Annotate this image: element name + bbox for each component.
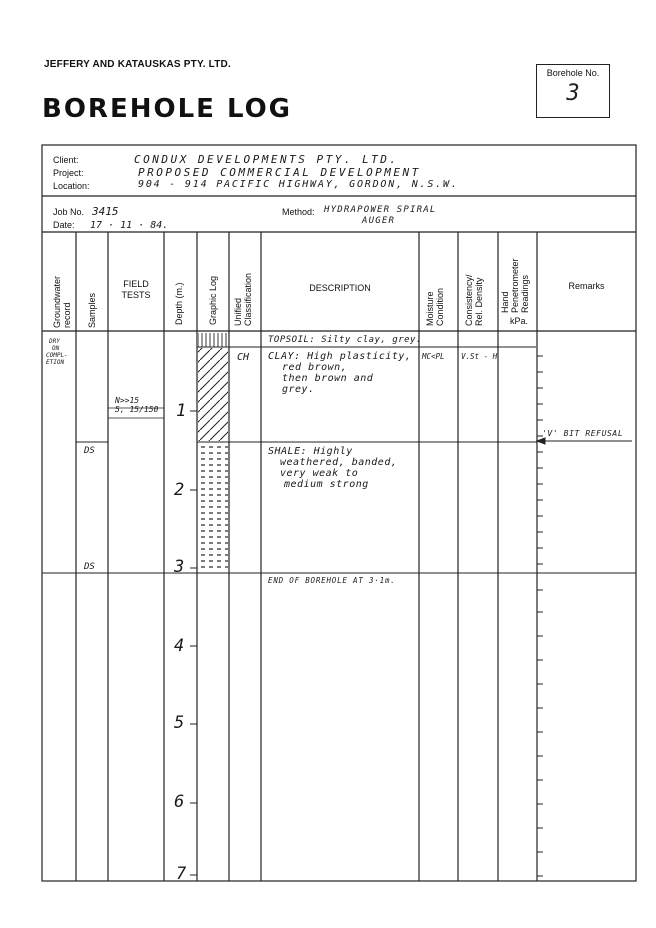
consistency-value: V.St - H xyxy=(461,352,498,361)
penetrometer-header-line2: Penetrometer xyxy=(510,258,520,313)
clay-line3: then brown and xyxy=(282,373,374,384)
job-number-value: 3415 xyxy=(92,205,119,218)
date-label: Date: xyxy=(53,220,75,230)
borehole-number-value: 3 xyxy=(566,81,580,106)
depth-label-5: 5 xyxy=(174,713,185,733)
consistency-header-line2: Rel. Density xyxy=(474,277,484,326)
penetrometer-header xyxy=(500,258,530,313)
depth-label-6: 6 xyxy=(174,792,185,812)
groundwater-note xyxy=(46,338,68,366)
field-tests-header-line2: TESTS xyxy=(121,290,151,300)
end-of-borehole-note: END OF BOREHOLE AT 3·1m. xyxy=(268,576,396,585)
topsoil-description: TOPSOIL: Silty clay, grey. xyxy=(268,335,422,345)
field-tests-header xyxy=(108,279,164,301)
groundwater-note-line4: ETION xyxy=(46,359,65,366)
depth-label-3: 3 xyxy=(174,557,185,577)
depth-label-4: 4 xyxy=(174,636,185,656)
location-value: 904 - 914 PACIFIC HIGHWAY, GORDON, N.S.W. xyxy=(138,179,459,190)
sample-ds-1: DS xyxy=(84,446,95,456)
depth-label-7: 7 xyxy=(176,864,187,884)
unified-classification-header xyxy=(233,273,253,326)
moisture-condition-header xyxy=(425,288,445,326)
job-number-label: Job No. xyxy=(53,207,85,217)
method-value-line1: HYDRAPOWER SPIRAL xyxy=(324,205,437,215)
shale-line1: SHALE: Highly xyxy=(268,446,353,457)
groundwater-header-line2: record xyxy=(62,302,72,328)
clay-line1: CLAY: High plasticity, xyxy=(268,351,412,362)
location-label: Location: xyxy=(53,181,90,191)
unified-class-ch: CH xyxy=(237,352,250,363)
consistency-header xyxy=(464,274,484,326)
method-value-line2: AUGER xyxy=(362,216,396,226)
description-header: DESCRIPTION xyxy=(309,283,371,293)
client-label: Client: xyxy=(53,155,79,165)
page-title: BOREHOLE LOG xyxy=(42,94,293,124)
depth-header: Depth (m.) xyxy=(174,282,184,325)
field-tests-header-line1: FIELD xyxy=(123,279,149,289)
unified-header-line1: Unified xyxy=(233,297,243,326)
clay-line2: red brown, xyxy=(282,362,348,373)
shale-description xyxy=(268,446,397,490)
clay-description xyxy=(268,351,411,395)
consistency-header-line1: Consistency/ xyxy=(464,274,474,326)
moisture-header-line2: Condition xyxy=(435,287,445,326)
field-test-result xyxy=(115,396,158,414)
shale-line4: medium strong xyxy=(284,479,369,490)
project-label: Project: xyxy=(53,168,84,178)
penetrometer-header-line3: Readings xyxy=(520,274,530,313)
groundwater-note-line3: COMPL- xyxy=(46,352,68,359)
groundwater-note-line2: ON xyxy=(52,345,60,352)
groundwater-header xyxy=(52,276,72,328)
depth-label-2: 2 xyxy=(174,480,185,500)
groundwater-note-line1: DRY xyxy=(49,338,60,345)
samples-header: Samples xyxy=(87,292,97,328)
borehole-number-label: Borehole No. xyxy=(546,68,600,78)
client-value: CONDUX DEVELOPMENTS PTY. LTD. xyxy=(134,153,399,166)
moisture-condition-value: MC<PL xyxy=(422,352,445,361)
depth-label-1: 1 xyxy=(176,401,187,421)
penetrometer-unit: kPa. xyxy=(509,316,528,326)
graphic-log-header: Graphic Log xyxy=(208,275,218,325)
project-value: PROPOSED COMMERCIAL DEVELOPMENT xyxy=(138,166,421,179)
remarks-header: Remarks xyxy=(568,281,605,291)
clay-line4: grey. xyxy=(282,384,315,395)
remark-bit-refusal: 'V' BIT REFUSAL xyxy=(542,429,624,438)
shale-line2: weathered, banded, xyxy=(280,457,398,468)
moisture-header-line1: Moisture xyxy=(425,291,435,326)
groundwater-header-line1: Groundwater xyxy=(52,275,62,328)
sample-ds-2: DS xyxy=(84,562,95,572)
method-label: Method: xyxy=(282,207,315,217)
field-test-line1: N>>15 xyxy=(115,396,140,405)
company-name: JEFFERY AND KATAUSKAS PTY. LTD. xyxy=(44,59,231,70)
date-value: 17 · 11 · 84. xyxy=(90,220,169,231)
unified-header-line2: Classification xyxy=(243,272,253,326)
penetrometer-header-line1: Hand xyxy=(500,291,510,313)
field-test-line2: 5, 15/150 xyxy=(115,405,159,414)
shale-line3: very weak to xyxy=(280,468,359,479)
